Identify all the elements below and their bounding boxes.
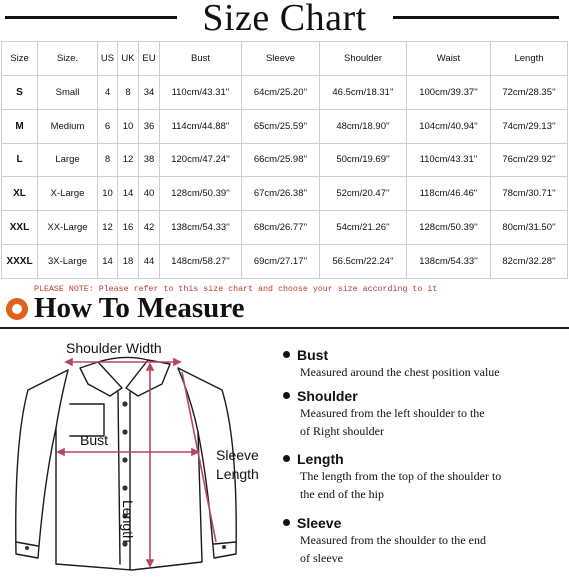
table-cell: 54cm/21.26'' [320,211,407,245]
table-cell: 8 [98,143,118,177]
header-cell: US [98,42,118,76]
table-cell: 138cm/54.33'' [160,211,242,245]
table-cell: 114cm/44.88'' [160,109,242,143]
shoulder-width-label: Shoulder Width [66,340,162,356]
table-cell: 128cm/50.39'' [160,177,242,211]
table-cell: 50cm/19.69'' [320,143,407,177]
size-cell: S [2,75,38,109]
bullet-dot-icon [283,392,290,399]
size-note: PLEASE NOTE: Please refer to this size chart and choose your size according to it [34,285,438,294]
sleeve-length-label: Sleeve Length [216,447,259,482]
table-row [2,245,568,279]
size-cell: M [2,109,38,143]
size-chart-header [0,0,569,38]
table-cell: 100cm/39.37'' [407,75,491,109]
table-cell: 14 [98,245,118,279]
table-cell: 34 [139,75,160,109]
section-divider [0,327,569,329]
size-cell: XL [2,177,38,211]
table-cell: 80cm/31.50'' [491,211,568,245]
table-cell: 110cm/43.31'' [407,143,491,177]
table-cell: 40 [139,177,160,211]
bullet-dot-icon [283,455,290,462]
table-cell: 4 [98,75,118,109]
table-cell: 67cm/26.38'' [242,177,320,211]
table-row [2,109,568,143]
page-title: Size Chart [202,0,367,39]
bust-label: Bust [80,432,109,448]
table-cell: 16 [118,211,139,245]
size-cell: XXL [2,211,38,245]
table-cell: 12 [98,211,118,245]
measure-desc: of Right shoulder [300,424,384,438]
measure-item-sleeve [283,515,563,567]
table-cell: 38 [139,143,160,177]
table-cell: 56.5cm/22.24'' [320,245,407,279]
table-cell: 76cm/29.92'' [491,143,568,177]
table-row [2,143,568,177]
table-cell: 12 [118,143,139,177]
table-cell: 68cm/26.77'' [242,211,320,245]
table-header-row [2,42,568,76]
table-cell: 8 [118,75,139,109]
header-cell: Size [2,42,38,76]
table-cell: 69cm/27.17'' [242,245,320,279]
title-rule-right [393,16,559,19]
measure-desc: Measured from the left shoulder to the [300,406,485,420]
table-cell: 128cm/50.39'' [407,211,491,245]
measure-title: Sleeve [297,515,342,531]
table-cell: 36 [139,109,160,143]
measure-desc: of sleeve [300,551,343,565]
measure-item-shoulder [283,388,563,440]
header-cell: EU [139,42,160,76]
table-cell: 72cm/28.35'' [491,75,568,109]
table-row [2,211,568,245]
bullet-dot-icon [283,351,290,358]
header-cell: Shoulder [320,42,407,76]
table-cell: 82cm/32.28'' [491,245,568,279]
table-cell: 78cm/30.71'' [491,177,568,211]
table-cell: 138cm/54.33'' [407,245,491,279]
table-cell: 44 [139,245,160,279]
table-cell: 120cm/47.24'' [160,143,242,177]
table-cell: 3X-Large [38,245,98,279]
table-cell: 66cm/25.98'' [242,143,320,177]
bullet-dot-icon [283,519,290,526]
table-cell: 18 [118,245,139,279]
shirt-figure [0,332,280,572]
table-cell: Large [38,143,98,177]
table-cell: 65cm/25.59'' [242,109,320,143]
table-cell: 48cm/18.90'' [320,109,407,143]
header-cell: Bust [160,42,242,76]
measure-desc: The length from the top of the shoulder to [300,469,502,483]
table-cell: Medium [38,109,98,143]
table-cell: X-Large [38,177,98,211]
measure-desc: Measured from the shoulder to the end [300,533,486,547]
table-cell: 6 [98,109,118,143]
table-cell: 104cm/40.94'' [407,109,491,143]
table-row [2,75,568,109]
table-row [2,177,568,211]
how-to-measure-title: How To Measure [34,292,245,324]
size-table [1,41,568,279]
table-cell: 46.5cm/18.31'' [320,75,407,109]
header-cell: Length [491,42,568,76]
table-cell: 52cm/20.47'' [320,177,407,211]
table-cell: XX-Large [38,211,98,245]
header-cell: UK [118,42,139,76]
measure-item-bust [283,347,563,381]
measure-title: Bust [297,347,329,363]
table-cell: 74cm/29.13'' [491,109,568,143]
header-cell: Waist [407,42,491,76]
table-cell: 10 [98,177,118,211]
target-circle-icon [6,298,28,320]
table-cell: 118cm/46.46'' [407,177,491,211]
header-cell: Size. [38,42,98,76]
table-cell: 148cm/58.27'' [160,245,242,279]
table-cell: 42 [139,211,160,245]
header-cell: Sleeve [242,42,320,76]
measure-title: Length [297,451,344,467]
table-cell: 10 [118,109,139,143]
table-cell: 64cm/25.20'' [242,75,320,109]
size-cell: XXXL [2,245,38,279]
measure-desc: the end of the hip [300,487,384,501]
table-cell: 14 [118,177,139,211]
measure-title: Shoulder [297,388,358,404]
table-cell: 110cm/43.31'' [160,75,242,109]
measure-desc: Measured around the chest position value [300,365,500,379]
measure-item-length [283,451,563,503]
table-cell: Small [38,75,98,109]
size-cell: L [2,143,38,177]
length-label: Length [120,500,136,543]
